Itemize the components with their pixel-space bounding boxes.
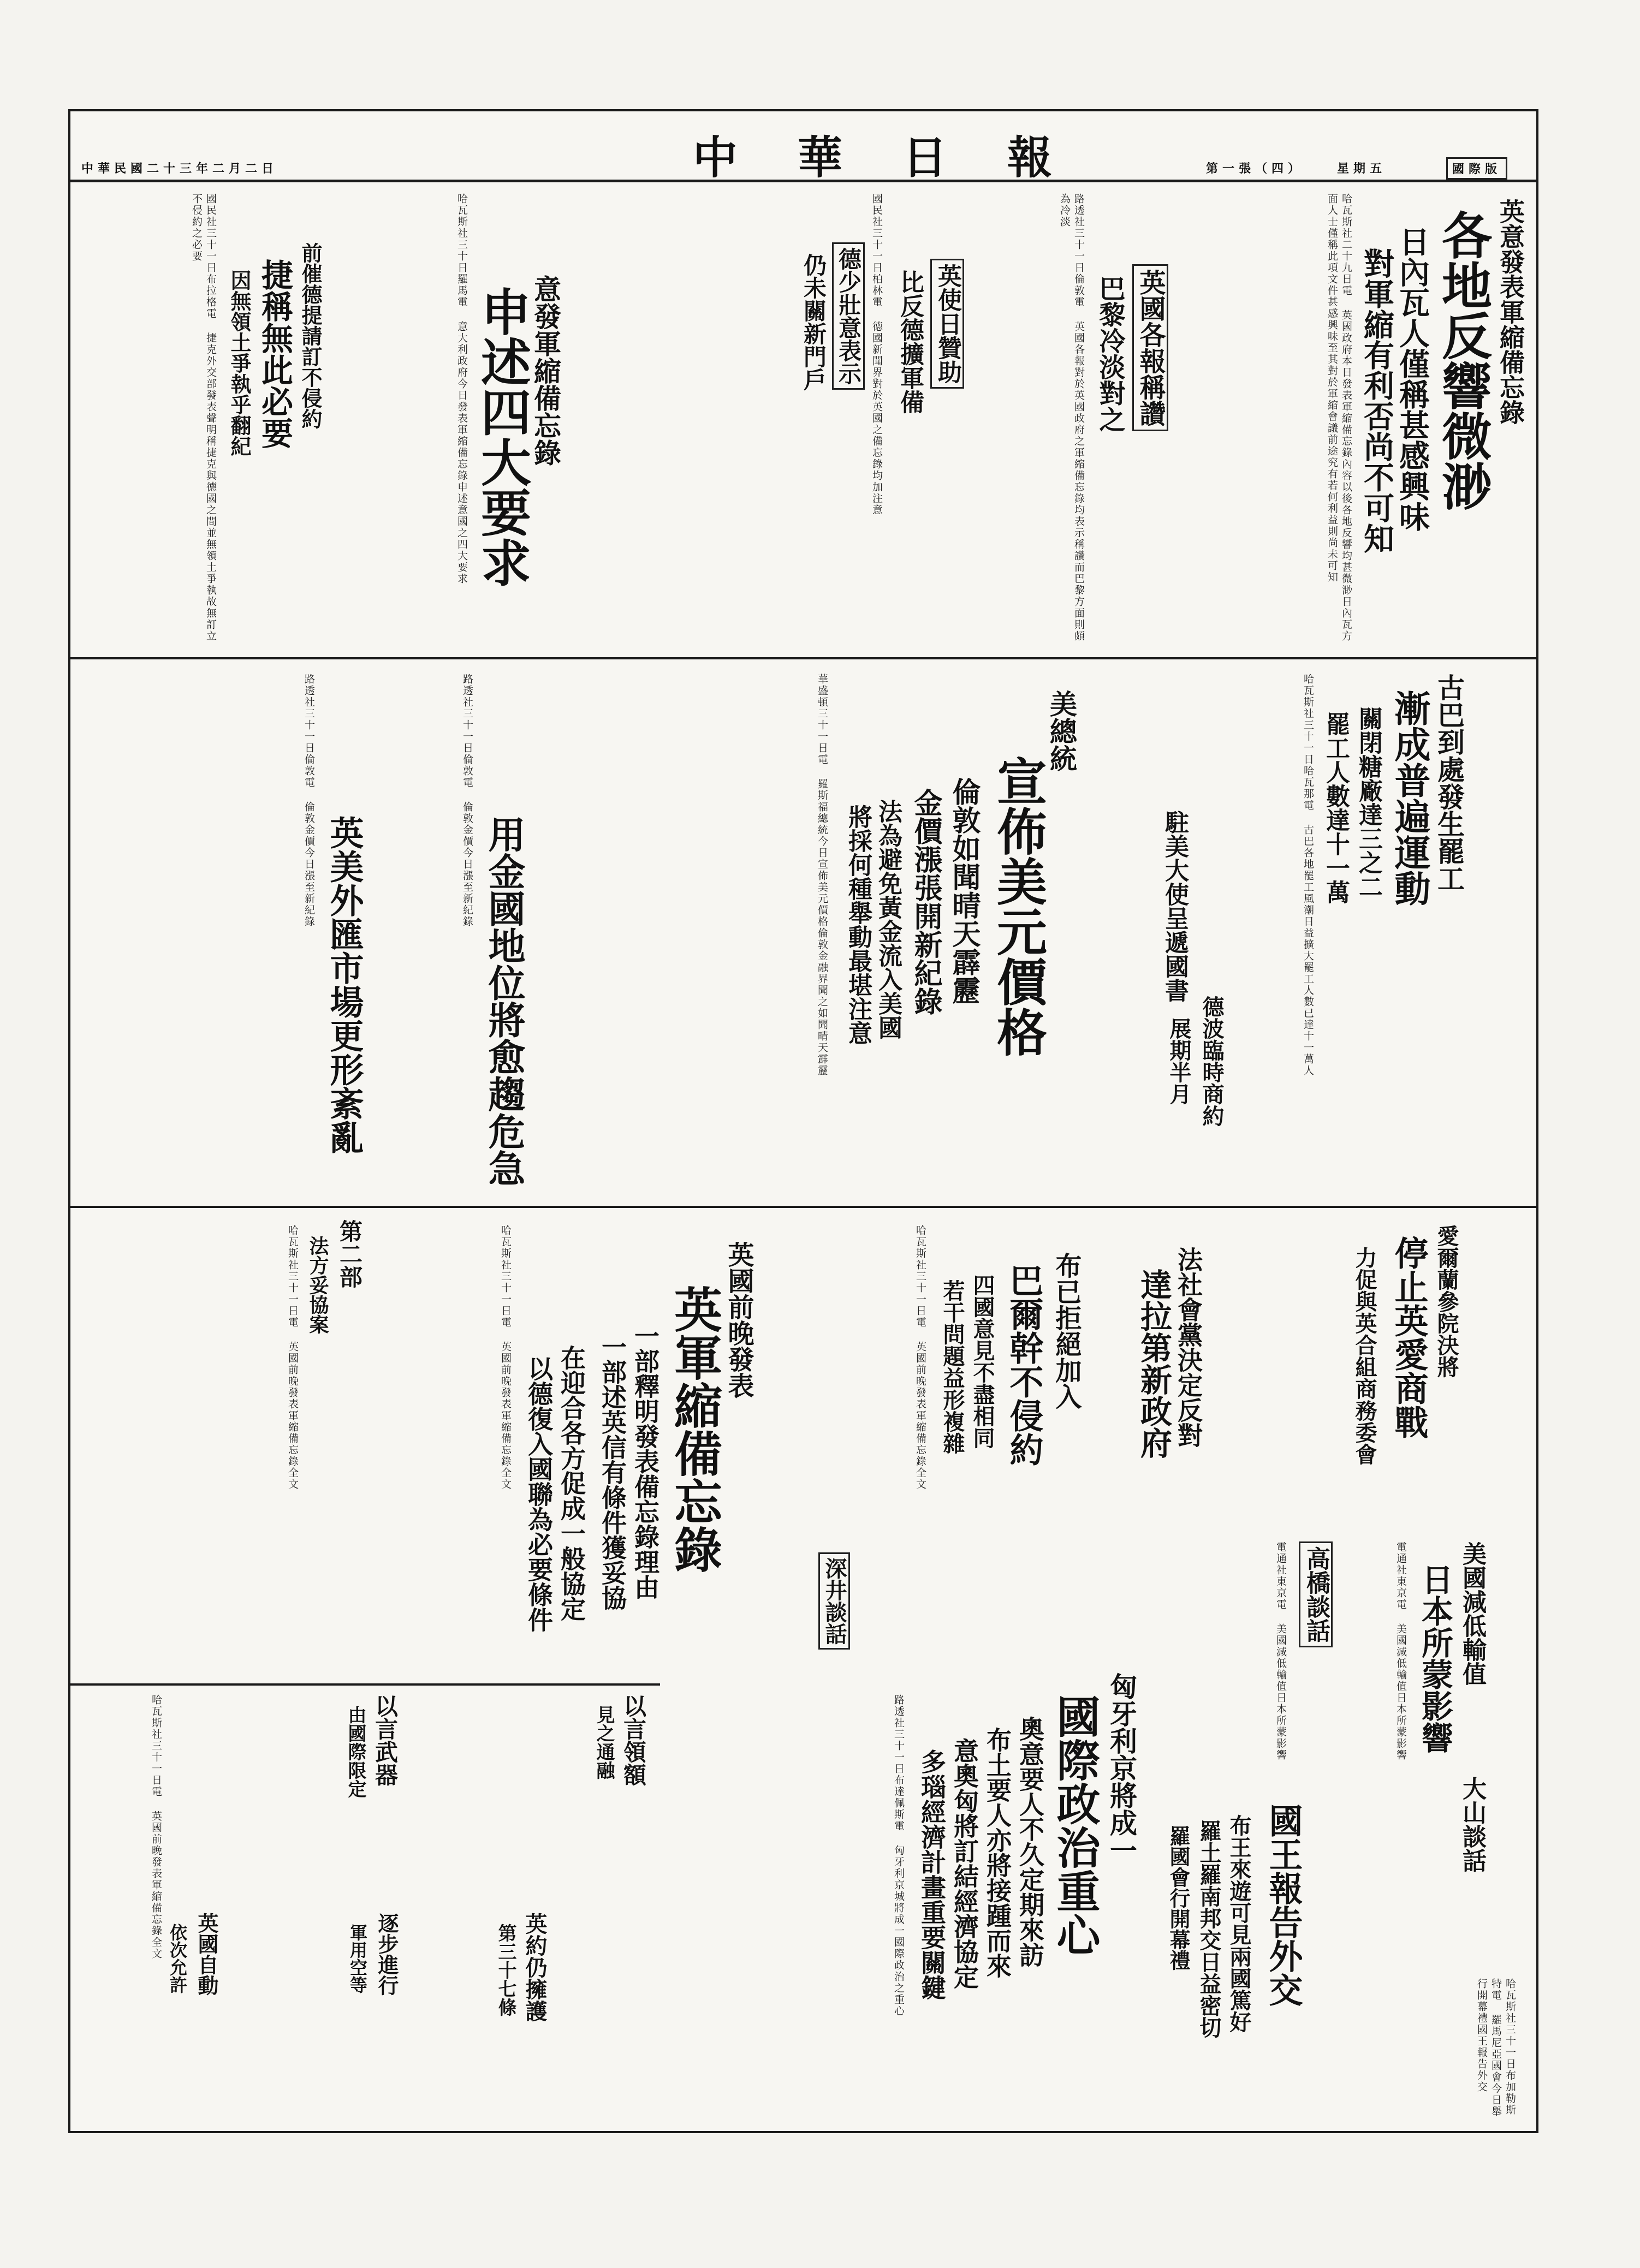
headline-a16: 在迎合各方促成一般協定 bbox=[557, 1345, 586, 1621]
headline-a27: 逐步進行 bbox=[375, 1913, 399, 1996]
headline-a1-main: 各地反響微渺 bbox=[1434, 210, 1493, 511]
headline-a6: 前催德提請訂不侵約 bbox=[298, 242, 323, 429]
headline-a21-sub2: 布土要人亦將接踵而來 bbox=[983, 1727, 1012, 1978]
headline-a9: 德波臨時商約 bbox=[1199, 996, 1225, 1127]
article-a21-text: 路透社三十一日布達佩斯電 匈牙利京城將成一國際政治之重心 bbox=[893, 1694, 905, 2017]
masthead-section: 國際版 bbox=[1446, 157, 1507, 180]
article-a16-text: 哈瓦斯社三十一日電 英國前晚發表軍縮備忘錄全文 bbox=[500, 1225, 512, 1490]
headline-a2: 英國各報稱讚 bbox=[1132, 264, 1168, 431]
headline-a6-sub2: 因無領土爭執乎翻紀 bbox=[227, 270, 252, 456]
row-rule-3 bbox=[70, 1683, 660, 1686]
article-a18-text: 電通社東京電 美國減低輸值日本所蒙影響 bbox=[1395, 1541, 1407, 1761]
headline-a7-sub3: 罷工人數達十一萬 bbox=[1322, 712, 1350, 904]
headline-a23: 大山談話 bbox=[1458, 1776, 1486, 1872]
headline-a21-main: 國際政治重心 bbox=[1049, 1694, 1101, 1956]
masthead bbox=[70, 111, 1536, 182]
masthead-date: 中華民國二十三年二月二日 bbox=[81, 162, 278, 176]
headline-a21-sub3: 意奧匈將訂結經濟協定 bbox=[950, 1738, 979, 1989]
article-a11-text-a: 路透社三十一日倫敦電 倫敦金價今日漲至新紀錄 bbox=[461, 674, 473, 927]
headline-a14-sub1: 巴爾幹不侵約 bbox=[1004, 1263, 1044, 1466]
row-rule-2 bbox=[70, 1206, 1536, 1208]
headline-a16-sub: 以德復入國聯為必要條件 bbox=[524, 1356, 554, 1632]
headline-a12-sub2: 力促與英合組商務委會 bbox=[1352, 1247, 1377, 1465]
article-a10-text: 華盛頓三十一日電 羅斯福總統今日宣佈美元價格倫敦金融界聞之如聞晴天霹靂 bbox=[816, 674, 828, 1076]
headline-a7-sub2: 關閉糖廠達三之二 bbox=[1354, 706, 1382, 898]
headline-a4: 德少壯意表示 bbox=[832, 242, 865, 390]
article-a7-text: 哈瓦斯社三十一日哈瓦那電 古巴各地罷工風潮日益擴大罷工人數已達十一萬人 bbox=[1302, 674, 1314, 1076]
headline-a3-sub: 比反德擴軍備 bbox=[896, 270, 924, 414]
headline-a26: 英約仍擁護 bbox=[522, 1913, 548, 2022]
headline-a10-sub2: 金價漲張開新紀錄 bbox=[909, 788, 942, 1015]
headline-a1-sub2: 對軍縮有利否尚不可知 bbox=[1359, 248, 1395, 553]
headline-a11-sub: 英美外匯市場更形紊亂 bbox=[324, 815, 364, 1154]
headline-a12-sub1: 停止英愛商戰 bbox=[1389, 1236, 1429, 1439]
masthead-issue: 第一張（四） bbox=[1206, 162, 1305, 176]
article-a5-text: 哈瓦斯社三十日羅馬電 意大利政府今日發表軍縮備忘錄申述意國之四大要求 bbox=[456, 193, 468, 585]
headline-a17: 第二部 bbox=[336, 1219, 363, 1288]
headline-a6-sub1: 捷稱無此必要 bbox=[256, 259, 293, 449]
headline-a14-sub3: 若干問題益形複雜 bbox=[940, 1279, 965, 1454]
headline-a20: 深井談話 bbox=[818, 1552, 850, 1650]
headline-a10-sub4: 將採何種舉動最堪注意 bbox=[844, 805, 872, 1045]
headline-a13: 法社會黨決定反對 bbox=[1174, 1247, 1203, 1448]
headline-a5-main: 申述四大要求 bbox=[473, 286, 532, 587]
article-a3-text: 國民社三十一日柏林電 德國新聞界對於英國之備忘錄均加注意 bbox=[871, 193, 883, 516]
headline-a18: 美國減低輸值 bbox=[1458, 1541, 1486, 1686]
article-a23-text: 哈瓦斯社三十一日布加勒斯特電 羅馬尼亞國會今日舉行開幕禮國王報告外交 bbox=[1476, 1978, 1516, 2117]
headline-a15-sub2: 一部述英信有條件獲妥協 bbox=[598, 1334, 627, 1610]
headline-a28-sub: 依次允許 bbox=[167, 1924, 188, 1993]
headline-a28: 英國自動 bbox=[194, 1913, 219, 1996]
headline-a7: 古巴到處發生罷工 bbox=[1433, 674, 1465, 892]
headline-a2-sub: 巴黎冷淡對之 bbox=[1095, 275, 1125, 432]
headline-a27-sub: 軍用空等 bbox=[347, 1924, 368, 1993]
headline-a25: 以言領額 bbox=[620, 1694, 647, 1786]
headline-a19: 高橋談話 bbox=[1299, 1541, 1333, 1647]
headline-a13-sub: 達拉第新政府 bbox=[1135, 1269, 1172, 1459]
headline-a14: 布已拒絕加入 bbox=[1051, 1252, 1082, 1409]
article-a17-text: 哈瓦斯社三十一日電 英國前晚發表軍縮備忘錄全文 bbox=[287, 1225, 299, 1490]
article-a6-text: 國民社三十一日布拉格電 捷克外交部發表聲明稱捷克與德國之間並無領土爭執故無訂立不侵約之必要 bbox=[191, 193, 217, 642]
headline-a15-sub1: 一部釋明發表備忘錄理由 bbox=[631, 1323, 660, 1599]
headline-a21-sub4: 多瑙經濟計畫重要關鍵 bbox=[917, 1749, 947, 2000]
headline-a5-small: 意發軍縮備忘錄 bbox=[530, 275, 562, 466]
headline-a3: 英使日贊助 bbox=[930, 259, 964, 389]
article-a14-text: 哈瓦斯社三十一日電 英國前晚發表軍縮備忘錄全文 bbox=[914, 1225, 926, 1490]
row-rule-1 bbox=[70, 657, 1536, 659]
headline-a17-sub: 法方妥協案 bbox=[306, 1236, 329, 1334]
headline-a21-sub1: 奧意要人不久定期來訪 bbox=[1015, 1716, 1045, 1967]
article-a11-text-b: 路透社三十一日倫敦電 倫敦金價今日漲至新紀錄 bbox=[303, 674, 315, 927]
headline-a11-main: 用金國地位將愈趨危急 bbox=[482, 815, 526, 1187]
article-a2-text: 路透社三十一日倫敦電 英國各報對於英國政府之軍縮備忘錄均表示稱讚而巴黎方面則頗為冷淡 bbox=[1059, 193, 1085, 642]
headline-a8: 駐美大使呈遞國書 bbox=[1161, 810, 1189, 1002]
article-a19-text: 電通社東京電 美國減低輸值日本所蒙影響 bbox=[1275, 1541, 1287, 1761]
article-a1-text: 哈瓦斯社二十九日電 英國政府本日發表軍縮備忘錄內容以後各地反響均甚微渺日內瓦方面人士僅稱此項文件甚感興味至其對於軍縮會議前途究有若何利益則尚未可知 bbox=[1326, 193, 1352, 642]
headline-a26-sub: 第三十七條 bbox=[495, 1924, 516, 2016]
headline-a10-sub1: 倫敦如聞晴天霹靂 bbox=[947, 777, 981, 1004]
headline-a1-sub1: 日內瓦人僅稱甚感興味 bbox=[1394, 226, 1430, 532]
masthead-weekday: 星期五 bbox=[1337, 162, 1387, 176]
headline-a22-sub3: 羅國會行開幕禮 bbox=[1166, 1825, 1191, 1971]
headline-a10-sub3: 法為避免黃金流入美國 bbox=[874, 799, 902, 1039]
headline-a9-sub: 展期半月 bbox=[1166, 1017, 1192, 1105]
headline-a21: 匈牙利京將成一 bbox=[1106, 1672, 1138, 1864]
masthead-title: 中華日報 bbox=[693, 132, 1113, 184]
headline-a22: 國王報告外交 bbox=[1263, 1803, 1303, 2007]
headline-a24-sub: 由國際限定 bbox=[344, 1705, 366, 1798]
headline-a4-sub: 仍未關新門戶 bbox=[800, 253, 827, 391]
headline-a10-main: 宣佈美元價格 bbox=[989, 755, 1048, 1057]
headline-a24: 以言武器 bbox=[372, 1694, 399, 1786]
headline-a15-kicker: 英國前晚發表 bbox=[723, 1241, 754, 1398]
headline-a18-sub: 日本所蒙影響 bbox=[1416, 1563, 1453, 1753]
headline-a15-main: 英軍縮備忘錄 bbox=[667, 1285, 723, 1573]
article-bottom-left-text: 哈瓦斯社三十一日電 英國前晚發表軍縮備忘錄全文 bbox=[150, 1694, 162, 1960]
headline-a12: 愛爾蘭參院決將 bbox=[1434, 1225, 1459, 1378]
headline-a25-sub: 見之通融 bbox=[593, 1705, 615, 1779]
headline-a10-kicker: 美總統 bbox=[1045, 690, 1078, 772]
headline-a14-sub2: 四國意見不盡相同 bbox=[970, 1274, 995, 1449]
headline-a7-sub1: 漸成普遍運動 bbox=[1388, 690, 1431, 906]
headline-a1-small: 英意發表軍縮備忘錄 bbox=[1496, 199, 1525, 425]
headline-a22-sub2: 羅土羅南邦交日益密切 bbox=[1196, 1820, 1222, 2038]
headline-a22-sub1: 布王來遊可見兩國篤好 bbox=[1226, 1814, 1252, 2033]
newspaper-page bbox=[68, 109, 1538, 2133]
